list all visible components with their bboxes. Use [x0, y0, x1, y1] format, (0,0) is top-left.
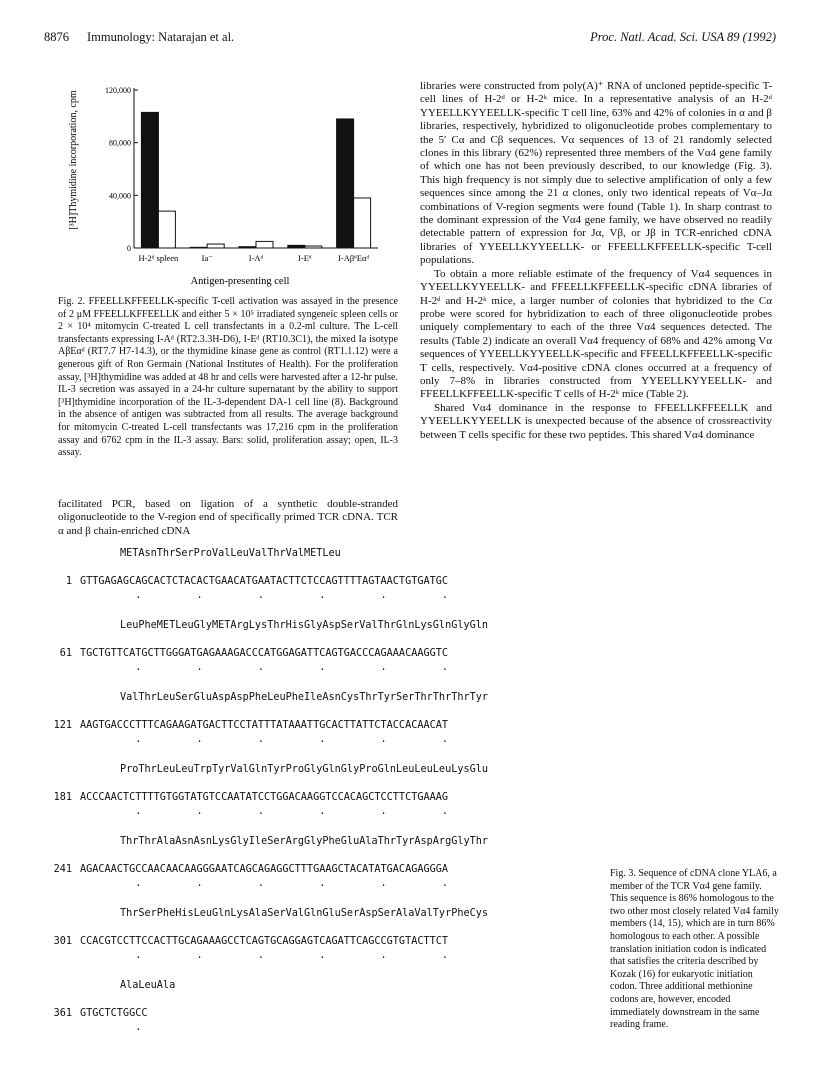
y-axis-label: [³H]Thymidine incorporation, cpm — [68, 90, 79, 230]
position-number: 301 — [53, 936, 72, 947]
category-label: Ia⁻ — [201, 253, 213, 263]
nucleotide-line: AAGTGACCCTTTCAGAAGATGACTTCCTATTTATAAATTGCACTTATTCTACCACAACAT — [80, 720, 449, 731]
bar-proliferation — [337, 119, 354, 248]
nucleotide-line: TGCTGTTCATGCTTGGGATGAGAAAGACCCATGGAGATTCAGTGACCCAGAAACAAGGTC — [80, 648, 449, 659]
category-label: I-Aᵈ — [248, 253, 264, 263]
ruler-dots: . . . . . . — [80, 878, 449, 889]
amino-acid-line: LeuPheMETLeuGlyMETArgLysThrHisGlyAspSerValThrGlnLysGlnGlyGln — [120, 620, 489, 631]
bar-il3 — [256, 241, 273, 248]
bar-proliferation — [239, 247, 256, 248]
ruler-dots: . . . . . . — [80, 950, 449, 961]
y-tick-label: 40,000 — [109, 191, 131, 201]
ruler-dots: . . . . . . — [80, 662, 449, 673]
nucleotide-line: GTGCTCTGGCC — [80, 1008, 148, 1019]
running-header-left — [44, 30, 234, 45]
bar-il3 — [354, 198, 371, 248]
ruler-dots: . . . . . . — [80, 734, 449, 745]
running-header-citation: Proc. Natl. Acad. Sci. USA 89 (1992) — [590, 30, 776, 44]
paragraph: Shared Vα4 dominance in the response to FFEELLKFFEELLK and YYEELLKYYEELLK is unexpected because of the absence of crossreactivity between T cells specific for these two peptides. This shared Vα4 dominance — [420, 401, 772, 441]
amino-acid-line: AlaLeuAla — [120, 980, 176, 991]
category-label: H-2ᵈ spleen — [138, 253, 179, 263]
bar-il3 — [158, 211, 175, 248]
position-number: 241 — [53, 864, 72, 875]
position-number: 61 — [59, 648, 72, 659]
bar-proliferation — [141, 112, 158, 248]
amino-acid-line: ValThrLeuSerGluAspAspPheLeuPheIleAsnCysThrTyrSerThrThrThrTyr — [120, 692, 489, 703]
nucleotide-line: ACCCAACTCTTTTGTGGTATGTCCAATATCCTGGACAAGGTCCACAGCTCCTTCTGAAAG — [80, 792, 449, 803]
nucleotide-line: GTTGAGAGCAGCACTCTACACTGAACATGAATACTTCTCCAGTTTTAGTAACTGTGATGC — [80, 576, 449, 587]
nucleotide-line: AGACAACTGCCAACAACAAGGGAATCAGCAGAGGCTTTGAAGCTACATATGACAGAGGGA — [80, 864, 449, 875]
position-number: 361 — [53, 1008, 72, 1019]
category-label: I-AβᵈEαᵈ — [338, 253, 370, 263]
ruler-dots: . — [80, 1022, 142, 1033]
position-number: 121 — [53, 720, 72, 731]
amino-acid-line: ThrSerPheHisLeuGlnLysAlaSerValGlnGluSerAspSerAlaValTyrPheCys — [120, 908, 489, 919]
left-column-text: facilitated PCR, based on ligation of a synthetic double-stranded oligonucleotide to the V-region end of specifically primed TCR cDNA. TCR α and β chain-enriched cDNA — [58, 498, 398, 537]
bar-il3 — [207, 244, 224, 248]
x-axis-label: Antigen-presenting cell — [190, 276, 290, 287]
bar-proliferation — [288, 245, 305, 248]
y-tick-label: 0 — [127, 244, 131, 253]
y-tick-label: 120,000 — [105, 86, 131, 95]
position-number: 181 — [53, 792, 72, 803]
paragraph: libraries were constructed from poly(A)⁺ RNA of uncloned peptide-specific T-cell lines of H-2ᵈ or H-2ᵏ mice. In a representative analysis of an H-2ᵈ YYEELLKYYEELLK-specific T cell line, 63% and 42% of colonies in α and β libraries, respectively, hybridized to oligonucleotide probes complementary to the 5′ Cα and Cβ sequences. Vα sequences of 13 of 21 randomly selected clones in this library (62%) represented three members of the Vα4 gene family of which one has not been previously described, to our knowledge (Fig. 3). This high frequency is not simply due to selective amplification of only a few sequences since among the 21 α clones, only two identical repeats of Vα–Jα combinations of V-region segments were found (Table 1). In sharp contrast to the dominant expression of the Vα4 gene family, we have observed no readily detectable pattern of expression for Jα, Vβ, or Jβ in TCR-enriched cDNA libraries of YYEELLKYYEELLK- or FFEELLKFFEELLK-specific T-cell populations. — [420, 80, 772, 267]
category-label: I-Eᵈ — [298, 253, 312, 263]
ruler-dots: . . . . . . — [80, 806, 449, 817]
bar-il3 — [305, 246, 322, 248]
amino-acid-line: ThrThrAlaAsnAsnLysGlyIleSerArgGlyPheGluAlaThrTyrAspArgGlyThr — [120, 836, 489, 847]
fig2-caption: Fig. 2. FFEELLKFFEELLK-specific T-cell activation was assayed in the presence of 2 μM FFEELLKFFEELLK and either 5 × 10⁵ irradiated syngeneic spleen cells or 2 × 10⁴ mitomycin C-treated L cell transfectants in a 0.2-ml culture. The L-cell transfectants expressing I-Aᵈ (RT2.3.3H-D6), I-Eᵈ (RT10.3C1), the mixed Ia isotype AβEαᵈ (RT7.7 H7-14.3), or the thymidine kinase gene as control (RT1.1.12) were a generous gift of Ron Germain (National Institutes of Health). For the proliferation assay, [³H]thymidine was added at 48 hr and cells were harvested after a 12-hr pulse. IL-3 secretion was assayed in a 24-hr culture supernatant by the ability to support [³H]thymidine incorporation of the IL-3-dependent DA-1 cell line (8). Background in the absence of antigen was subtracted from all results. The average background for mitomycin C-treated L-cell transfectants was 17,216 cpm in the proliferation assay and 6762 cpm in the IL-3 assay. Bars: solid, proliferation assay; open, IL-3 assay. — [58, 296, 398, 459]
right-column-text — [420, 80, 772, 442]
fig3-caption: Fig. 3. Sequence of cDNA clone YLA6, a member of the TCR Vα4 gene family. This sequence is 86% homologous to the two other most closely related Vα4 family members (14, 15), which are in turn 86% homologous to each other. A possible translation initiation codon is indicated that satisfies the criteria described by Kozak (16) for eukaryotic initiation codon. Three additional methionine codons are, however, encoded immediately downstream in the same reading frame. — [610, 868, 779, 1031]
ruler-dots: . . . . . . — [80, 590, 449, 601]
amino-acid-line: ProThrLeuLeuTrpTyrValGlnTyrProGlyGlnGlyProGlnLeuLeuLeuLysGlu — [120, 764, 489, 775]
amino-acid-line: METAsnThrSerProValLeuValThrValMETLeu — [120, 548, 341, 559]
journal-section: Immunology: Natarajan et al. — [87, 30, 235, 44]
fig2-bar-chart — [60, 80, 400, 290]
bar-proliferation — [190, 247, 207, 248]
nucleotide-line: CCACGTCCTTCCACTTGCAGAAAGCCTCAGTGCAGGAGTCAGATTCAGCCGTGTACTTCT — [80, 936, 449, 947]
position-number: 1 — [65, 576, 72, 587]
paragraph: To obtain a more reliable estimate of the frequency of Vα4 sequences in YYEELLKYYEELLK- and FFEELLKFFEELLK-specific cDNA libraries of H-2ᵈ and H-2ᵏ mice, a larger number of colonies that hybridized to the Cα probe were scored for hybridization to each of three oligonucleotide probes uniquely complementary to each of the three Vα4 sequences detected. The results (Table 2) indicate an overall Vα4 frequency of 68% and 42% among Vα sequences of YYEELLKYYEELLK-specific and FFEELLKFFEELLK-specific T cells, respectively. Vα4-positive cDNA clones occurred at a frequency of only 7–8% in libraries constructed from YYEELLKYYEELLK- and FFEELLKFFEELLK-specific T cells of H-2ᵏ mice (Table 2). — [420, 267, 772, 401]
y-tick-label: 80,000 — [109, 138, 131, 148]
page-number: 8876 — [44, 30, 69, 44]
